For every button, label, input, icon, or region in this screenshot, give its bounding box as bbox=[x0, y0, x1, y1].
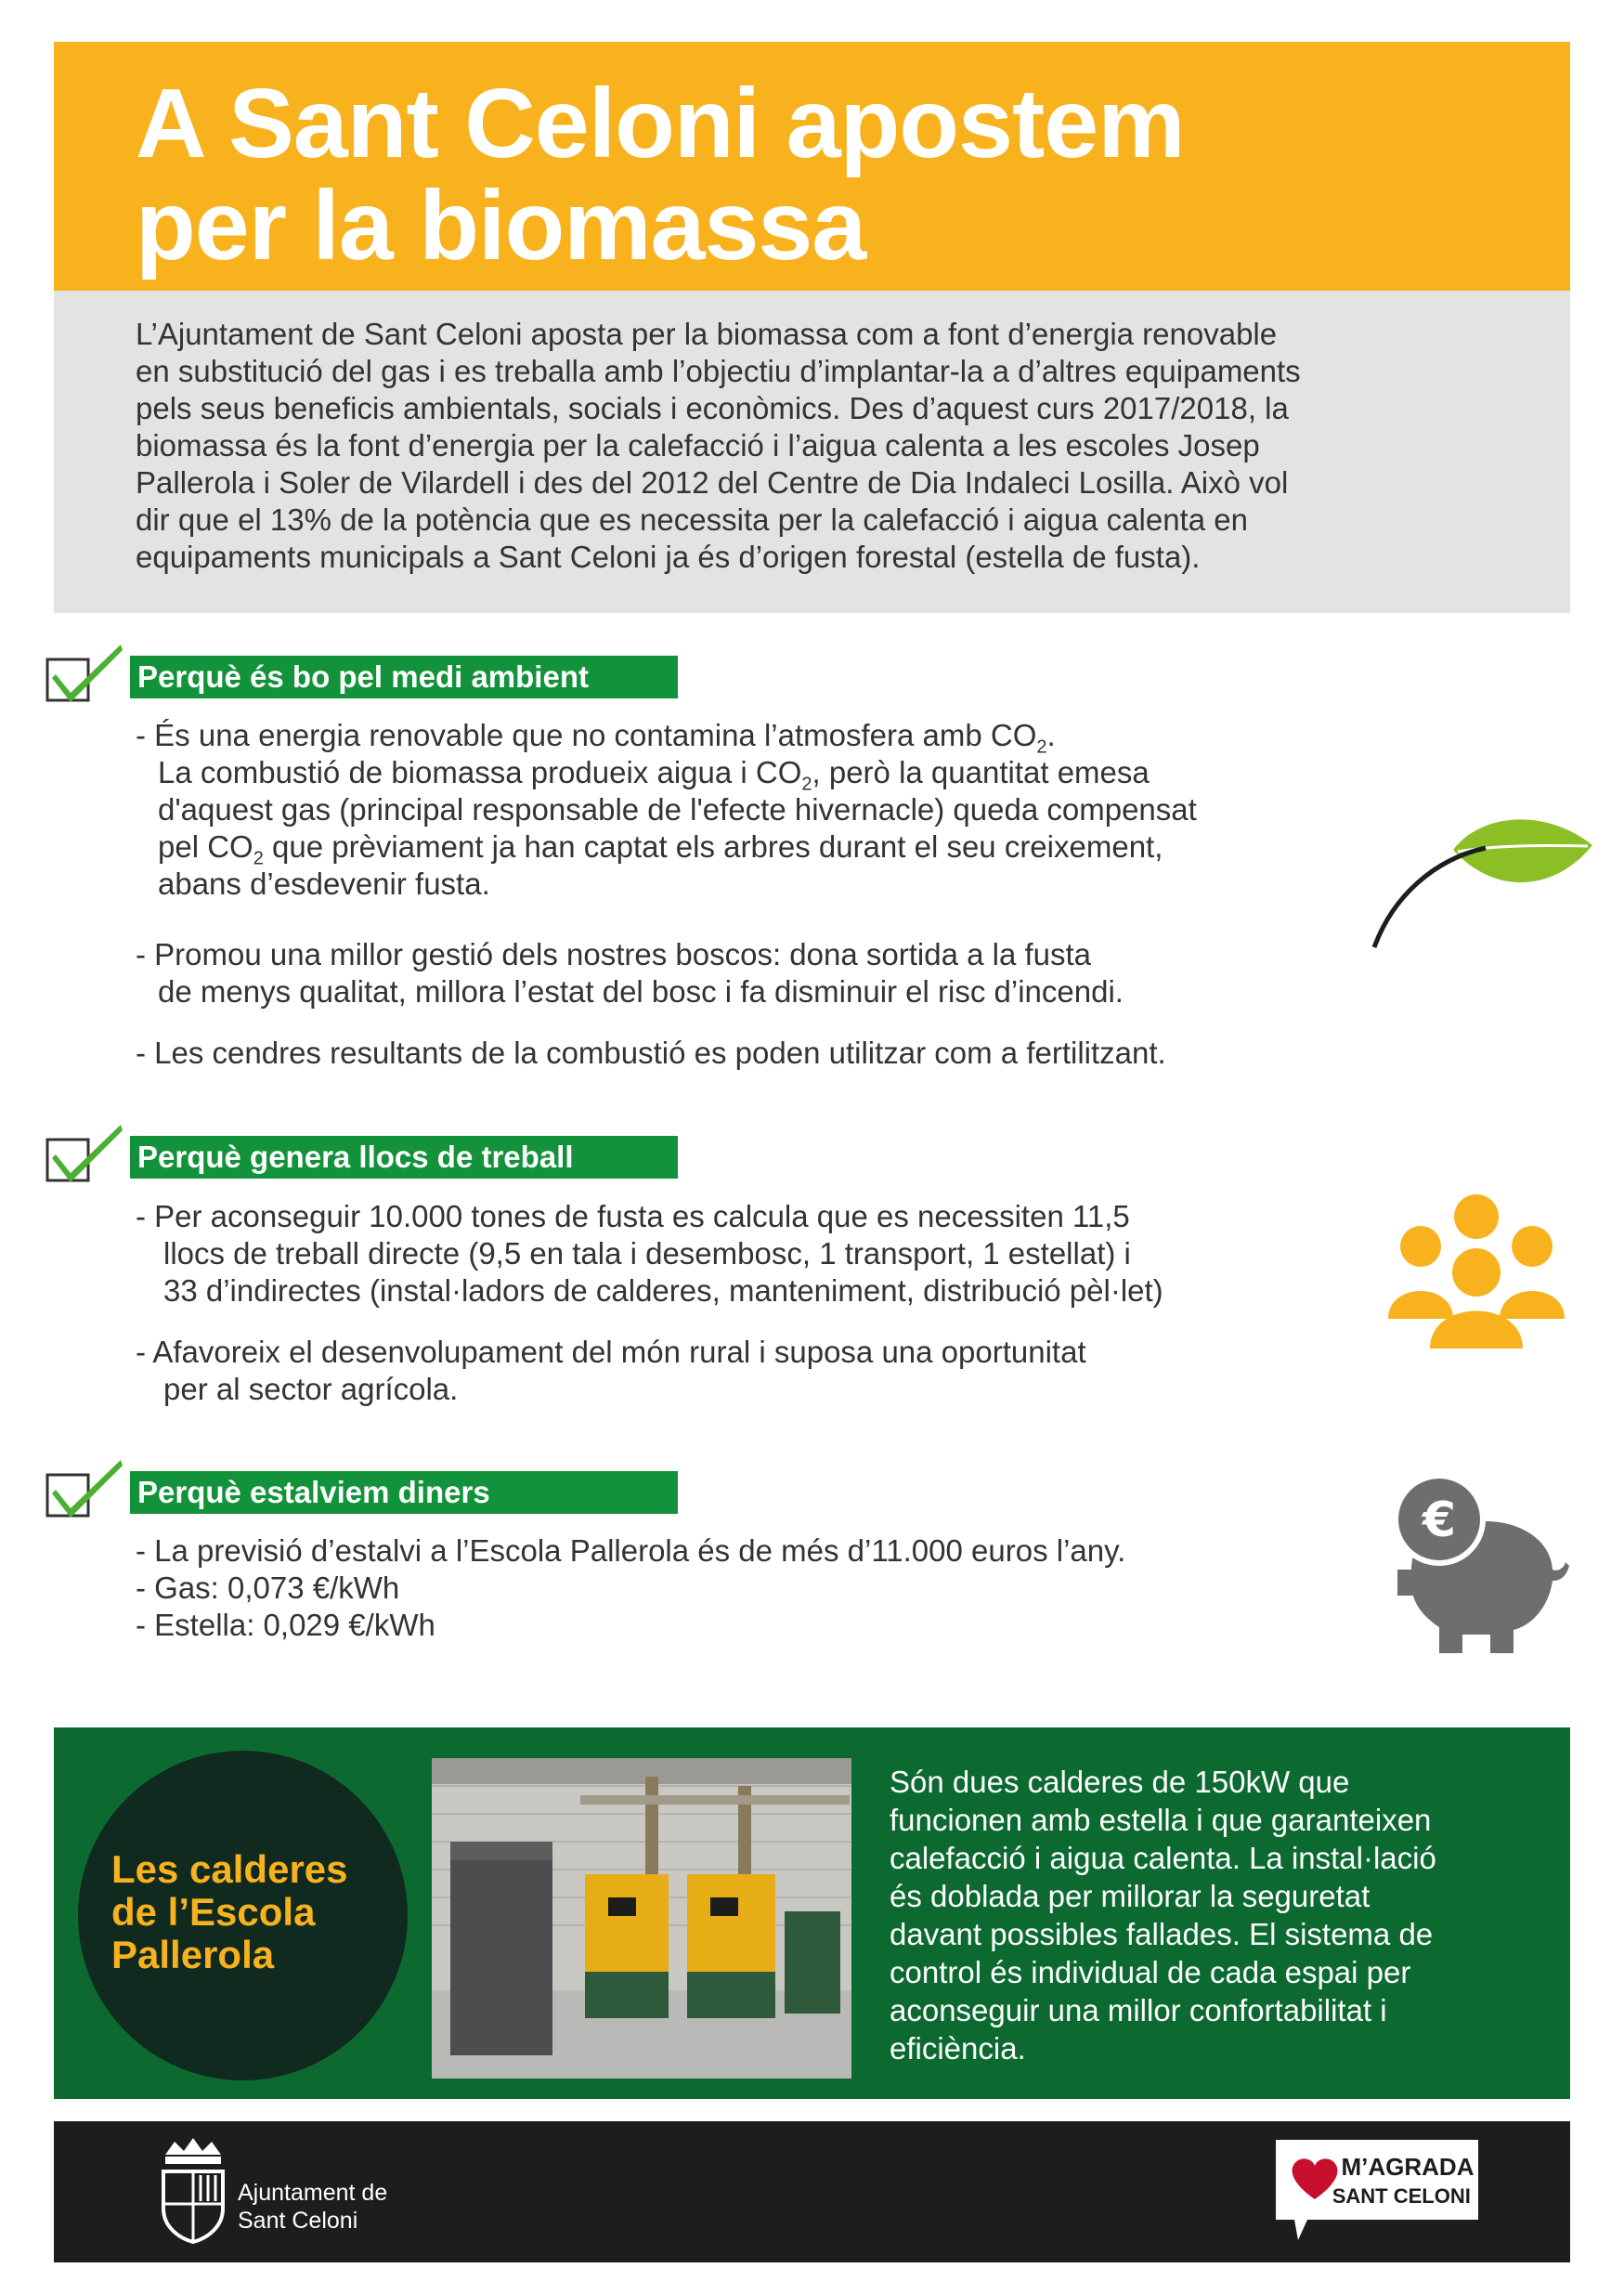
section-heading-jobs: Perquè genera llocs de treball bbox=[130, 1136, 678, 1179]
check-icon bbox=[45, 1456, 128, 1521]
intro-line: en substitució del gas i es treballa amb l’objectiu d’implantar-la a d’altres equipaments bbox=[136, 354, 1301, 388]
bullet-savings-2: - Gas: 0,073 €/kWh bbox=[136, 1571, 400, 1605]
coat-of-arms-icon bbox=[156, 2134, 230, 2244]
intro-line: dir que el 13% de la potència que es necessita per la calefacció i aigua calenta en bbox=[136, 502, 1248, 537]
intro-line: biomassa és la font d’energia per la calefacció i l’aigua calenta a les escoles Josep bbox=[136, 428, 1260, 463]
bullet-jobs-2: - Afavoreix el desenvolupament del món rural i suposa una oportunitat per al sector agrícola. bbox=[136, 1335, 1086, 1406]
piggy-bank-icon bbox=[1393, 1467, 1569, 1653]
magrada-badge bbox=[1270, 2134, 1484, 2246]
bullet-environment-1: - És una energia renovable que no contamina l’atmosfera amb $CO_2$. La combustió de biomassa produeix aigua i $CO_2$, però la quantitat emesa d'aquest gas (principal responsable de l'efecte hivernacle) queda compensat pel $CO_2$ que prèviament ja han captat els arbres durant el seu creixement, abans d’esdevenir fusta. bbox=[136, 718, 1197, 901]
bullet-savings-1: - La previsió d’estalvi a l’Escola Pallerola és de més d’11.000 euros l’any. bbox=[136, 1533, 1126, 1568]
footer-organization: Ajuntament de Sant Celoni bbox=[238, 2180, 388, 2234]
badge-line2: SANT CELONI ! bbox=[1332, 2184, 1484, 2208]
bullet-jobs-1: - Per aconseguir 10.000 tones de fusta es calcula que es necessiten 11,5 llocs de treball directe (9,5 en tala i desembosc, 1 transport, 1 estellat) i 33 d’indirectes (instal·ladors de calderes, manteniment, distribució pèl·let) bbox=[136, 1199, 1163, 1308]
euro-symbol: € bbox=[1422, 1492, 1457, 1548]
people-icon bbox=[1384, 1189, 1569, 1351]
panel-description: Són dues calderes de 150kW que funcionen amb estella i que garanteixen calefacció i aigua calenta. La instal·lació és doblada per millorar la seguretat davant possibles fallades. El sistema de control és individual de cada espai per aconseguir una millor confortabilitat i eficiència. bbox=[890, 1765, 1436, 2066]
intro-line: L’Ajuntament de Sant Celoni aposta per la biomassa com a font d’energia renovable bbox=[136, 317, 1278, 351]
panel-circle-title: Les calderes de l’Escola Pallerola bbox=[111, 1847, 348, 1976]
check-icon bbox=[45, 1121, 128, 1186]
intro-line: equipaments municipals a Sant Celoni ja és d’origen forestal (estella de fusta). bbox=[136, 540, 1201, 574]
intro-text bbox=[136, 316, 1510, 576]
leaf-icon bbox=[1365, 794, 1597, 961]
bullet-savings-3: - Estella: 0,029 €/kWh bbox=[136, 1608, 435, 1642]
page-title-line1: A Sant Celoni apostem bbox=[136, 69, 1185, 178]
bullet-environment-3: - Les cendres resultants de la combustió es poden utilitzar com a fertilitzant. bbox=[136, 1036, 1166, 1070]
boiler-room-photo bbox=[432, 1758, 851, 2079]
page-title-line2: per la biomassa bbox=[136, 171, 866, 280]
section-heading-savings: Perquè estalviem diners bbox=[130, 1471, 678, 1514]
section-heading-environment: Perquè és bo pel medi ambient bbox=[130, 656, 678, 698]
check-icon bbox=[45, 641, 128, 706]
badge-line1: M’AGRADA bbox=[1341, 2153, 1475, 2181]
intro-line: Pallerola i Soler de Vilardell i des del 2012 del Centre de Dia Indaleci Losilla. Això vol bbox=[136, 465, 1289, 500]
intro-line: pels seus beneficis ambientals, socials i econòmics. Des d’aquest curs 2017/2018, la bbox=[136, 391, 1289, 425]
bullet-environment-2: - Promou una millor gestió dels nostres boscos: dona sortida a la fusta de menys qualitat, millora l’estat del bosc i fa disminuir el risc d’incendi. bbox=[136, 937, 1124, 1009]
